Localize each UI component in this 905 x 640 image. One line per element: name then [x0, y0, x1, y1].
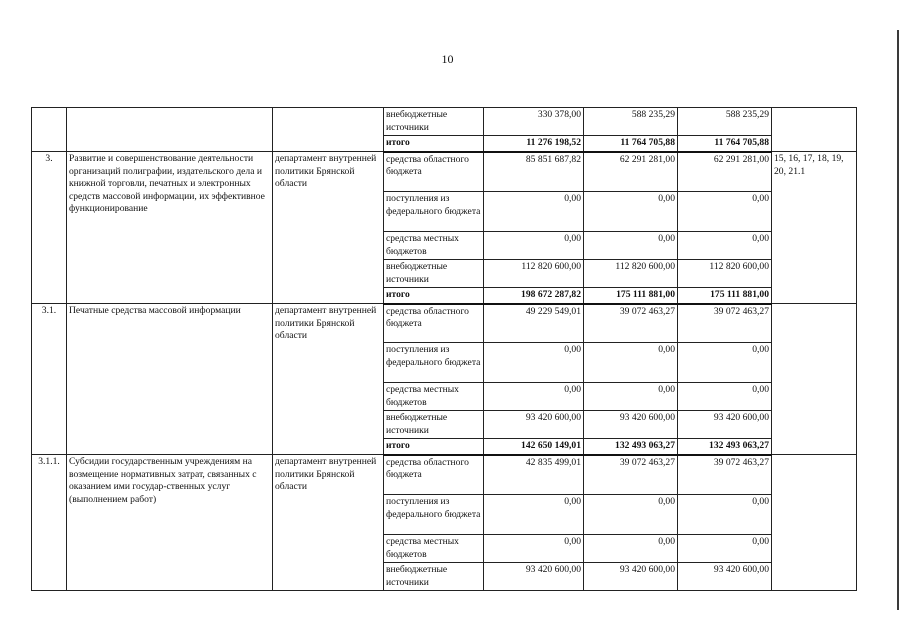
- executor: департамент внутренней политики Брянской области: [273, 455, 384, 591]
- funding-source: внебюджетные источники: [384, 411, 484, 439]
- activity-name: Печатные средства массовой информации: [67, 304, 273, 455]
- indicators-cell: [772, 108, 857, 152]
- amount-year-1: 0,00: [484, 535, 584, 563]
- amount-year-2: 93 420 600,00: [584, 563, 678, 591]
- section-number-cell: [32, 108, 67, 152]
- funding-source: поступления из федерального бюджета: [384, 495, 484, 535]
- amount-year-3: 132 493 063,27: [678, 439, 772, 455]
- table-row: [32, 304, 857, 343]
- amount-year-3: 62 291 281,00: [678, 152, 772, 192]
- activity-name: Субсидии государственным учреждениям на возмещение нормативных затрат, связанных с оказанием ими государ-ственных услуг (выполнением работ): [67, 455, 273, 591]
- funding-source: внебюджетные источники: [384, 108, 484, 136]
- activity-name-cell: [67, 108, 273, 152]
- amount-year-2: 0,00: [584, 383, 678, 411]
- amount-year-2: 132 493 063,27: [584, 439, 678, 455]
- amount-year-3: 0,00: [678, 343, 772, 383]
- amount-year-2: 175 111 881,00: [584, 288, 678, 304]
- amount-year-1: 112 820 600,00: [484, 260, 584, 288]
- amount-year-2: 0,00: [584, 232, 678, 260]
- amount-year-3: 93 420 600,00: [678, 563, 772, 591]
- amount-year-2: 62 291 281,00: [584, 152, 678, 192]
- scan-edge-line: [897, 30, 899, 610]
- funding-source: итого: [384, 439, 484, 455]
- amount-year-2: 39 072 463,27: [584, 304, 678, 343]
- indicators-cell: [772, 455, 857, 591]
- amount-year-1: 198 672 287,82: [484, 288, 584, 304]
- activity-name: Развитие и совершенствование деятельности организаций полиграфии, издательского дела и книжной торговли, печатных и электронных средств массовой информации, их эффективное функционирование: [67, 152, 273, 304]
- funding-source: средства местных бюджетов: [384, 383, 484, 411]
- funding-source: средства областного бюджета: [384, 152, 484, 192]
- amount-year-1: 0,00: [484, 383, 584, 411]
- indicator-numbers: 15, 16, 17, 18, 19, 20, 21.1: [772, 152, 857, 304]
- amount-year-1: 93 420 600,00: [484, 411, 584, 439]
- funding-source: внебюджетные источники: [384, 260, 484, 288]
- amount-year-2: 0,00: [584, 495, 678, 535]
- amount-year-1: 0,00: [484, 192, 584, 232]
- amount-year-3: 39 072 463,27: [678, 304, 772, 343]
- amount-year-1: 142 650 149,01: [484, 439, 584, 455]
- amount-year-2: 588 235,29: [584, 108, 678, 136]
- amount-year-1: 0,00: [484, 343, 584, 383]
- funding-source: средства областного бюджета: [384, 455, 484, 495]
- budget-table: [31, 107, 857, 591]
- amount-year-1: 85 851 687,82: [484, 152, 584, 192]
- funding-source: внебюджетные источники: [384, 563, 484, 591]
- executor: департамент внутренней политики Брянской области: [273, 152, 384, 304]
- amount-year-3: 0,00: [678, 383, 772, 411]
- table-row: [32, 108, 857, 136]
- table-row: [32, 152, 857, 192]
- amount-year-2: 39 072 463,27: [584, 455, 678, 495]
- amount-year-1: 330 378,00: [484, 108, 584, 136]
- amount-year-1: 11 276 198,52: [484, 136, 584, 152]
- executor: департамент внутренней политики Брянской области: [273, 304, 384, 455]
- funding-source: поступления из федерального бюджета: [384, 343, 484, 383]
- funding-source: средства местных бюджетов: [384, 535, 484, 563]
- amount-year-1: 93 420 600,00: [484, 563, 584, 591]
- amount-year-1: 49 229 549,01: [484, 304, 584, 343]
- amount-year-2: 112 820 600,00: [584, 260, 678, 288]
- amount-year-3: 0,00: [678, 535, 772, 563]
- amount-year-3: 0,00: [678, 192, 772, 232]
- amount-year-3: 93 420 600,00: [678, 411, 772, 439]
- amount-year-2: 0,00: [584, 192, 678, 232]
- table-row: [32, 455, 857, 495]
- funding-source: итого: [384, 136, 484, 152]
- amount-year-3: 175 111 881,00: [678, 288, 772, 304]
- amount-year-1: 0,00: [484, 232, 584, 260]
- amount-year-1: 42 835 499,01: [484, 455, 584, 495]
- amount-year-3: 11 764 705,88: [678, 136, 772, 152]
- amount-year-2: 0,00: [584, 535, 678, 563]
- amount-year-2: 93 420 600,00: [584, 411, 678, 439]
- funding-source: итого: [384, 288, 484, 304]
- section-number: 3.: [32, 152, 67, 304]
- amount-year-3: 588 235,29: [678, 108, 772, 136]
- amount-year-3: 39 072 463,27: [678, 455, 772, 495]
- amount-year-3: 0,00: [678, 495, 772, 535]
- amount-year-3: 0,00: [678, 232, 772, 260]
- executor-cell: [273, 108, 384, 152]
- amount-year-1: 0,00: [484, 495, 584, 535]
- indicators-cell: [772, 304, 857, 455]
- section-number: 3.1.1.: [32, 455, 67, 591]
- amount-year-2: 0,00: [584, 343, 678, 383]
- section-number: 3.1.: [32, 304, 67, 455]
- funding-source: средства местных бюджетов: [384, 232, 484, 260]
- funding-source: средства областного бюджета: [384, 304, 484, 343]
- amount-year-2: 11 764 705,88: [584, 136, 678, 152]
- page-number: 10: [441, 52, 454, 66]
- amount-year-3: 112 820 600,00: [678, 260, 772, 288]
- funding-source: поступления из федерального бюджета: [384, 192, 484, 232]
